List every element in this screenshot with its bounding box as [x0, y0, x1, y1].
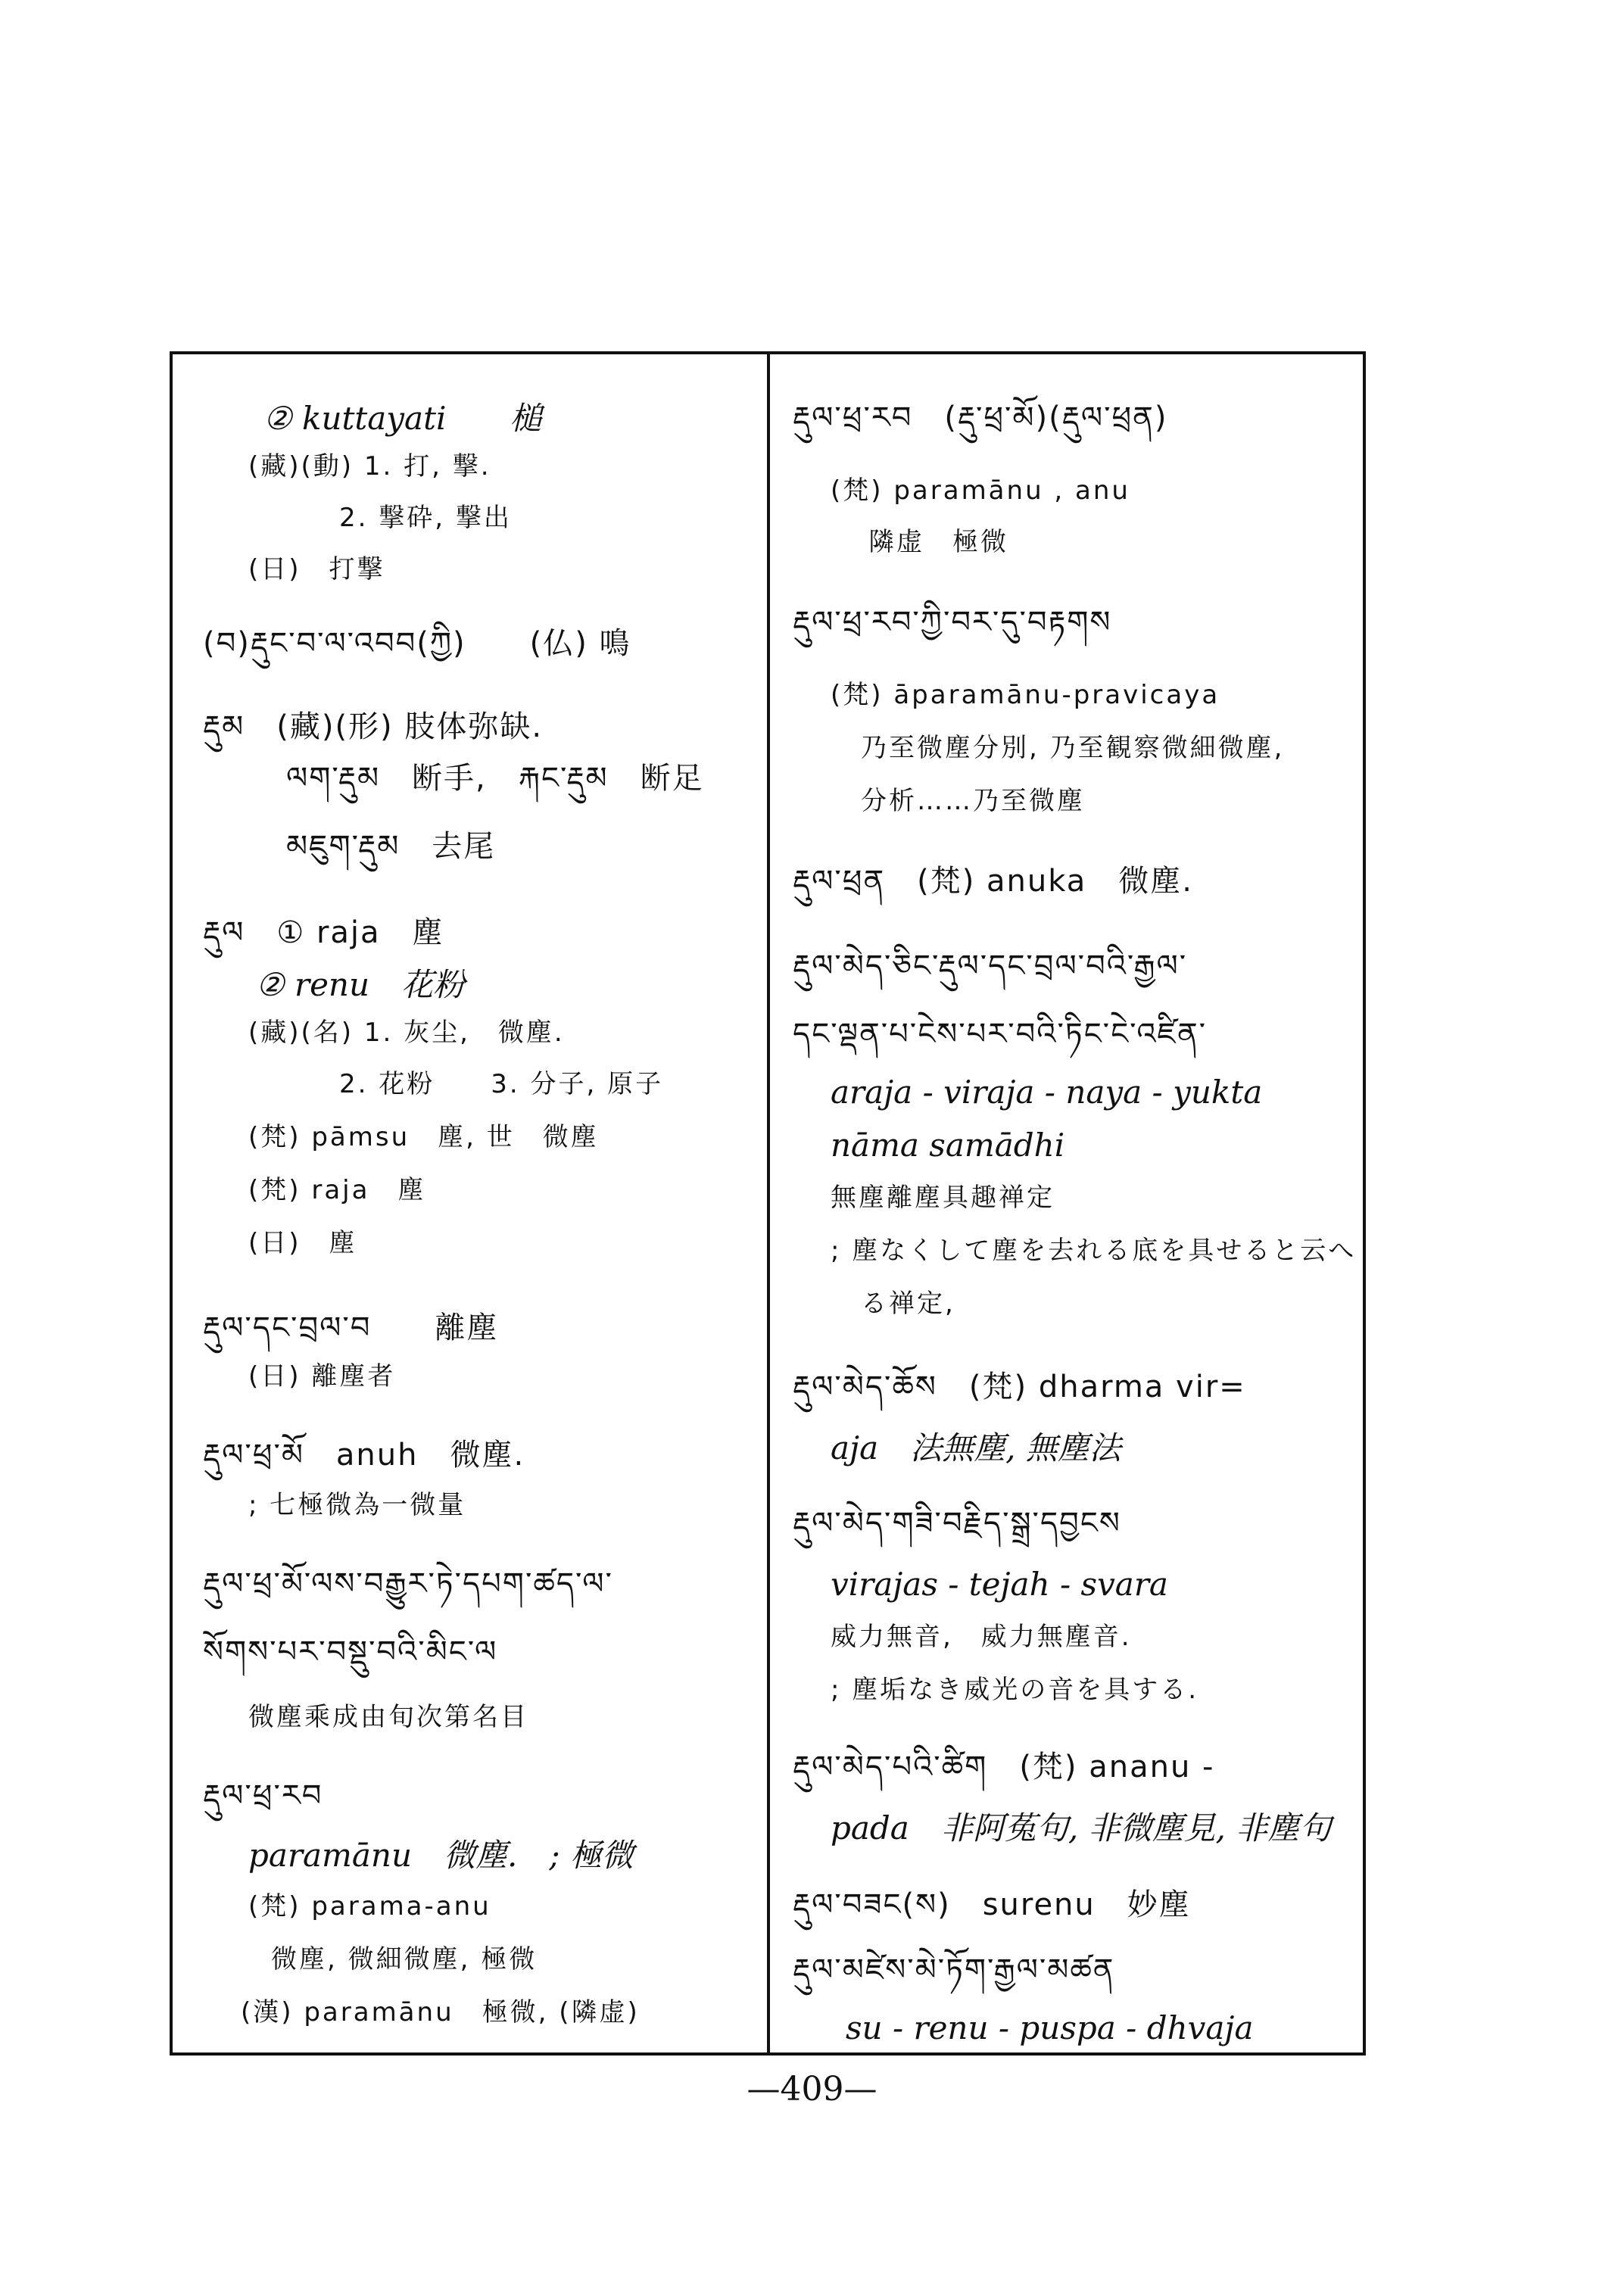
entry-line: 威力無音, 威力無塵音. [831, 1622, 1132, 1652]
entry-line: ; 塵なくして塵を去れる底を具せると云へ [831, 1236, 1357, 1266]
entry-line: 2. 撃砕, 撃出 [339, 503, 512, 533]
headword-line: དང་ལྡན་པ་ངེས་པར་བའི་ཏིང་ངེ་འཛིན་ [793, 1017, 1208, 1052]
entry-line: 2. 花粉 3. 分子, 原子 [339, 1069, 664, 1099]
entry-line: མཇུག་རྡུམ 去尾 [286, 829, 496, 864]
headword-line: རྡུལ་ཕྲ་མོ་ལས་བརྒྱུར་ཏེ་དཔག་ཚད་ལ་ [203, 1566, 613, 1601]
entry-line: (梵) pāmsu 塵, 世 微塵 [248, 1122, 599, 1152]
entry-line: (日) 塵 [248, 1228, 357, 1258]
entry-line: 微塵, 微細微塵, 極微 [271, 1944, 538, 1975]
entry-line: (梵) paramānu , anu [831, 475, 1130, 506]
entry-line: (藏)(動) 1. 打, 撃. [248, 451, 491, 482]
headword-line: རྡུལ ① raja 塵 [203, 915, 444, 950]
entry-line: ; 七極微為一微量 [248, 1490, 466, 1520]
entry-line: 微塵乘成由旬次第名目 [248, 1702, 528, 1732]
entry-line: aja 法無塵, 無塵法 [831, 1429, 1121, 1466]
entry-line: virajas - tejah - svara [831, 1566, 1168, 1603]
headword-line: སོགས་པར་བསྡུ་བའི་མིང་ལ [203, 1635, 498, 1669]
entry-line: (日) 離塵者 [248, 1361, 396, 1392]
entry-line: 乃至微塵分別, 乃至観察微細微塵, [861, 733, 1285, 763]
entry-line: 無塵離塵具趣禅定 [831, 1183, 1055, 1213]
entry-line: (梵) parama-anu [248, 1891, 491, 1922]
headword-line: རྡུལ་མེད་ཆོས (梵) dharma vir= [793, 1370, 1246, 1404]
entry-line: araja - viraja - naya - yukta [831, 1074, 1263, 1111]
entry-line: (日) 打撃 [248, 554, 385, 584]
left-column [173, 354, 767, 2052]
entry-line: ; 塵垢なき威光の音を具する. [831, 1675, 1199, 1705]
right-column [770, 354, 1363, 2052]
headword-line: རྡུལ་ཕྲ་རབ [203, 1778, 323, 1813]
headword-line: རྡུལ་མེད་པའི་ཚིག (梵) ananu - [793, 1750, 1215, 1784]
entry-line: paramānu 微塵. ; 極微 [248, 1837, 634, 1874]
entry-line: ② renu 花粉 [256, 966, 466, 1003]
entry-line: ② kuttayati 槌 [263, 400, 542, 437]
headword-line: རྡུལ་ཕྲན (梵) anuka 微塵. [793, 864, 1193, 899]
headword-line: རྡུལ་ཕྲ་རབ་ཀྱི་བར་དུ་བརྟགས [793, 605, 1112, 640]
entry-line: (藏)(名) 1. 灰尘, 微塵. [248, 1018, 565, 1048]
entry-line: su - renu - puspa - dhvaja [846, 2009, 1254, 2046]
page-number: —409— [747, 2070, 877, 2109]
entry-line: nāma samādhi [831, 1127, 1065, 1164]
headword-line: རྡུལ་མེད་ཅིང་རྡུལ་དང་བྲལ་བའི་རྒྱལ་ [793, 949, 1188, 983]
entry-line: (漢) paramānu 極微, (隣虚) [241, 1997, 640, 2028]
entry-line: 分析……乃至微塵 [861, 786, 1085, 816]
entry-line: 隣虚 極微 [868, 527, 1008, 557]
headword-line: རྡུམ (藏)(形) 肢体弥缺. [203, 709, 544, 744]
entry-line: る禅定, [861, 1289, 955, 1319]
headword-line: རྡུལ་མཛེས་མེ་ཏོག་རྒྱལ་མཚན [793, 1953, 1115, 1987]
headword-line: རྡུལ་མེད་གཟི་བརྗིད་སྒྲ་དབྱངས [793, 1506, 1121, 1541]
entry-line: (梵) āparamānu-pravicaya [831, 680, 1220, 710]
headword-line: རྡུལ་ཕྲ་རབ (རྡུ་ཕྲ་མོ)(རྡུལ་ཕྲན) [793, 401, 1168, 435]
entry-line: pada 非阿菟句, 非微塵見, 非塵句 [831, 1809, 1332, 1847]
headword-line: རྡུལ་ཕྲ་མོ anuh 微塵. [203, 1438, 525, 1473]
headword-line: (བ)རྡུང་བ་ལ་འབབ(ཀྱི) (仏) 鳴 [203, 626, 631, 661]
entry-line: (梵) raja 塵 [248, 1175, 426, 1205]
headword-line: རྡུལ་བཟང(ས) surenu 妙塵 [793, 1887, 1191, 1922]
entry-line: ལག་རྡུམ 断手, རྐང་རྡུམ 断足 [286, 761, 704, 796]
headword-line: རྡུལ་དང་བྲལ་བ 離塵 [203, 1311, 499, 1345]
dictionary-page-frame [170, 351, 1366, 2056]
